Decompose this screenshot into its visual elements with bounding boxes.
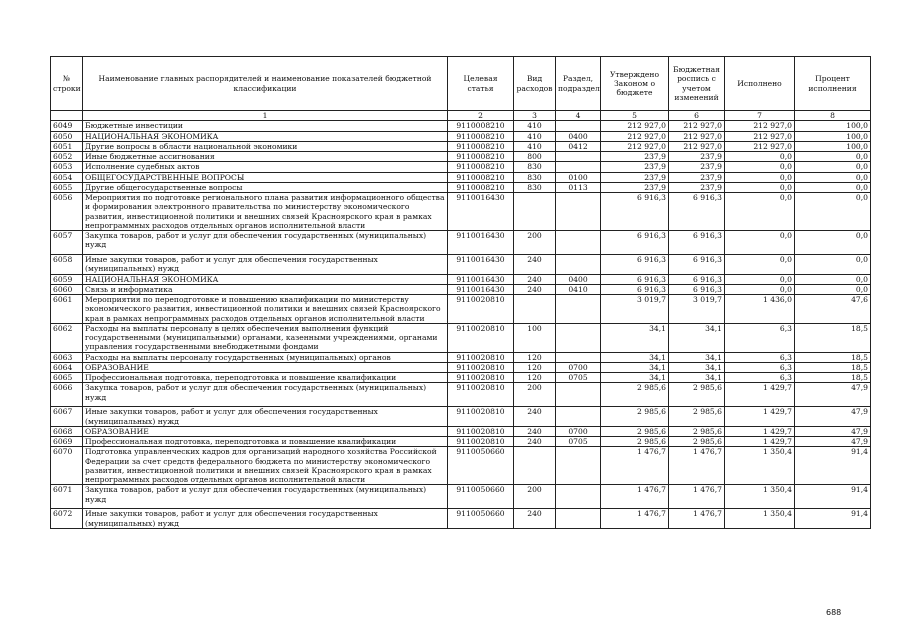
percent-cell: 91,4 <box>795 447 871 485</box>
row-number-cell: 6063 <box>51 352 83 362</box>
approved-cell: 1 476,7 <box>601 485 669 509</box>
approved-cell: 212 927,0 <box>601 141 669 151</box>
header-row-number: № строки <box>51 57 83 111</box>
target-article-cell: 9110016430 <box>448 274 514 284</box>
table-row <box>51 131 871 141</box>
executed-cell: 0,0 <box>725 231 795 255</box>
executed-cell: 0,0 <box>725 255 795 275</box>
approved-cell: 6 916,3 <box>601 193 669 231</box>
budget-schedule-cell: 237,9 <box>669 162 725 172</box>
approved-cell: 212 927,0 <box>601 131 669 141</box>
table-header <box>51 57 871 121</box>
row-number-cell: 6060 <box>51 284 83 294</box>
budget-schedule-cell: 6 916,3 <box>669 231 725 255</box>
table-row <box>51 426 871 436</box>
expense-type-cell: 240 <box>514 509 556 529</box>
target-article-cell: 9110020810 <box>448 295 514 324</box>
percent-cell: 0,0 <box>795 162 871 172</box>
section-cell <box>556 509 601 529</box>
expense-type-cell: 830 <box>514 182 556 192</box>
row-number-cell: 6068 <box>51 426 83 436</box>
budget-schedule-cell: 2 985,6 <box>669 407 725 427</box>
expense-type-cell: 830 <box>514 162 556 172</box>
name-cell: Закупка товаров, работ и услуг для обеспечения государственных (муниципальных) нужд <box>83 485 448 509</box>
target-article-cell: 9110020810 <box>448 426 514 436</box>
section-cell: 0705 <box>556 373 601 383</box>
percent-cell: 47,9 <box>795 437 871 447</box>
row-number-cell: 6052 <box>51 152 83 162</box>
approved-cell: 237,9 <box>601 152 669 162</box>
row-number-cell: 6057 <box>51 231 83 255</box>
target-article-cell: 9110008210 <box>448 141 514 151</box>
budget-schedule-cell: 1 476,7 <box>669 447 725 485</box>
column-number: 5 <box>601 111 669 121</box>
approved-cell: 1 476,7 <box>601 447 669 485</box>
expense-type-cell: 240 <box>514 284 556 294</box>
section-cell <box>556 193 601 231</box>
budget-schedule-cell: 212 927,0 <box>669 131 725 141</box>
budget-schedule-cell: 6 916,3 <box>669 255 725 275</box>
table-row <box>51 509 871 529</box>
row-number-cell: 6070 <box>51 447 83 485</box>
section-cell: 0400 <box>556 274 601 284</box>
executed-cell: 1 436,0 <box>725 295 795 324</box>
expense-type-cell <box>514 193 556 231</box>
column-number: 7 <box>725 111 795 121</box>
table-row <box>51 162 871 172</box>
row-number-cell: 6049 <box>51 121 83 131</box>
expense-type-cell: 120 <box>514 352 556 362</box>
header-percent: Процент исполнения <box>795 57 871 111</box>
budget-table <box>50 56 871 529</box>
percent-cell: 0,0 <box>795 231 871 255</box>
section-cell: 0100 <box>556 172 601 182</box>
target-article-cell: 9110020810 <box>448 362 514 372</box>
row-number-cell: 6050 <box>51 131 83 141</box>
budget-schedule-cell: 6 916,3 <box>669 193 725 231</box>
target-article-cell: 9110020810 <box>448 407 514 427</box>
name-cell: Профессиональная подготовка, переподготовка и повышение квалификации <box>83 373 448 383</box>
column-number: 1 <box>83 111 448 121</box>
executed-cell: 6,3 <box>725 362 795 372</box>
name-cell: Другие вопросы в области национальной экономики <box>83 141 448 151</box>
row-number-cell: 6062 <box>51 323 83 352</box>
name-cell: НАЦИОНАЛЬНАЯ ЭКОНОМИКА <box>83 131 448 141</box>
budget-schedule-cell: 237,9 <box>669 182 725 192</box>
section-cell <box>556 352 601 362</box>
target-article-cell: 9110008210 <box>448 152 514 162</box>
percent-cell: 0,0 <box>795 193 871 231</box>
budget-schedule-cell: 237,9 <box>669 172 725 182</box>
executed-cell: 212 927,0 <box>725 121 795 131</box>
section-cell <box>556 121 601 131</box>
budget-schedule-cell: 2 985,6 <box>669 383 725 407</box>
approved-cell: 34,1 <box>601 373 669 383</box>
table-row <box>51 255 871 275</box>
expense-type-cell: 120 <box>514 362 556 372</box>
executed-cell: 1 429,7 <box>725 437 795 447</box>
approved-cell: 6 916,3 <box>601 255 669 275</box>
name-cell: Другие общегосударственные вопросы <box>83 182 448 192</box>
executed-cell: 1 350,4 <box>725 509 795 529</box>
column-number-row <box>51 111 871 121</box>
header-approved: Утверждено Законом о бюджете <box>601 57 669 111</box>
section-cell <box>556 255 601 275</box>
expense-type-cell: 100 <box>514 323 556 352</box>
column-number: 6 <box>669 111 725 121</box>
percent-cell: 47,6 <box>795 295 871 324</box>
approved-cell: 237,9 <box>601 182 669 192</box>
approved-cell: 2 985,6 <box>601 407 669 427</box>
approved-cell: 212 927,0 <box>601 121 669 131</box>
executed-cell: 1 429,7 <box>725 383 795 407</box>
target-article-cell: 9110020810 <box>448 352 514 362</box>
section-cell: 0705 <box>556 437 601 447</box>
name-cell: Закупка товаров, работ и услуг для обеспечения государственных (муниципальных) нужд <box>83 231 448 255</box>
approved-cell: 237,9 <box>601 162 669 172</box>
name-cell: Закупка товаров, работ и услуг для обеспечения государственных (муниципальных) нужд <box>83 383 448 407</box>
table-row <box>51 284 871 294</box>
section-cell: 0410 <box>556 284 601 294</box>
row-number-cell: 6069 <box>51 437 83 447</box>
table-row <box>51 323 871 352</box>
expense-type-cell: 200 <box>514 485 556 509</box>
table-row <box>51 447 871 485</box>
expense-type-cell: 120 <box>514 373 556 383</box>
header-budget-schedule: Бюджетная роспись с учетом изменений <box>669 57 725 111</box>
percent-cell: 47,9 <box>795 383 871 407</box>
row-number-cell: 6058 <box>51 255 83 275</box>
table-row <box>51 485 871 509</box>
expense-type-cell: 830 <box>514 172 556 182</box>
executed-cell: 0,0 <box>725 172 795 182</box>
expense-type-cell: 240 <box>514 274 556 284</box>
section-cell <box>556 383 601 407</box>
header-target-article: Целевая статья <box>448 57 514 111</box>
row-number-cell: 6053 <box>51 162 83 172</box>
approved-cell: 6 916,3 <box>601 274 669 284</box>
approved-cell: 3 019,7 <box>601 295 669 324</box>
name-cell: Расходы на выплаты персоналу в целях обеспечения выполнения функций государственными (муниципальными) органами, казенными учреждениями, органами управления государственными внебюджетными фондами <box>83 323 448 352</box>
section-cell <box>556 231 601 255</box>
target-article-cell: 9110020810 <box>448 383 514 407</box>
name-cell: Иные закупки товаров, работ и услуг для обеспечения государственных (муниципальных) нужд <box>83 509 448 529</box>
section-cell: 0700 <box>556 362 601 372</box>
executed-cell: 1 429,7 <box>725 407 795 427</box>
section-cell <box>556 407 601 427</box>
name-cell: Мероприятия по подготовке регионального плана развития информационного общества и формирования электронного правительства по министерству экономического развития, инвестиционной политики и внешних связей Красноярского края в рамках непрограммных расходов отдельных органов исполнительной власти <box>83 193 448 231</box>
approved-cell: 2 985,6 <box>601 383 669 407</box>
header-section: Раздел, подраздел <box>556 57 601 111</box>
table-row <box>51 362 871 372</box>
executed-cell: 1 350,4 <box>725 485 795 509</box>
table-body <box>51 121 871 529</box>
row-number-cell: 6066 <box>51 383 83 407</box>
budget-schedule-cell: 3 019,7 <box>669 295 725 324</box>
approved-cell: 2 985,6 <box>601 426 669 436</box>
expense-type-cell: 240 <box>514 437 556 447</box>
executed-cell: 6,3 <box>725 373 795 383</box>
table-row <box>51 193 871 231</box>
expense-type-cell: 410 <box>514 121 556 131</box>
table-row <box>51 231 871 255</box>
budget-schedule-cell: 212 927,0 <box>669 141 725 151</box>
name-cell: Бюджетные инвестиции <box>83 121 448 131</box>
table-row <box>51 383 871 407</box>
row-number-cell: 6051 <box>51 141 83 151</box>
row-number-cell: 6055 <box>51 182 83 192</box>
table-row <box>51 373 871 383</box>
expense-type-cell: 410 <box>514 131 556 141</box>
section-cell: 0412 <box>556 141 601 151</box>
target-article-cell: 9110008210 <box>448 172 514 182</box>
approved-cell: 34,1 <box>601 362 669 372</box>
percent-cell: 100,0 <box>795 131 871 141</box>
table-row <box>51 274 871 284</box>
percent-cell: 91,4 <box>795 509 871 529</box>
section-cell <box>556 447 601 485</box>
approved-cell: 34,1 <box>601 352 669 362</box>
executed-cell: 1 350,4 <box>725 447 795 485</box>
budget-schedule-cell: 2 985,6 <box>669 437 725 447</box>
executed-cell: 0,0 <box>725 182 795 192</box>
row-number-cell: 6054 <box>51 172 83 182</box>
name-cell: ОБРАЗОВАНИЕ <box>83 362 448 372</box>
header-executed: Исполнено <box>725 57 795 111</box>
name-cell: Иные бюджетные ассигнования <box>83 152 448 162</box>
budget-schedule-cell: 34,1 <box>669 352 725 362</box>
expense-type-cell: 800 <box>514 152 556 162</box>
section-cell <box>556 152 601 162</box>
percent-cell: 0,0 <box>795 172 871 182</box>
row-number-cell: 6072 <box>51 509 83 529</box>
executed-cell: 0,0 <box>725 284 795 294</box>
budget-schedule-cell: 34,1 <box>669 362 725 372</box>
budget-schedule-cell: 34,1 <box>669 373 725 383</box>
name-cell: Исполнение судебных актов <box>83 162 448 172</box>
expense-type-cell: 240 <box>514 255 556 275</box>
page-number: 688 <box>826 608 842 617</box>
name-cell: Расходы на выплаты персоналу государственных (муниципальных) органов <box>83 352 448 362</box>
executed-cell: 6,3 <box>725 352 795 362</box>
expense-type-cell: 200 <box>514 231 556 255</box>
row-number-cell: 6067 <box>51 407 83 427</box>
section-cell <box>556 485 601 509</box>
executed-cell: 212 927,0 <box>725 141 795 151</box>
name-cell: Иные закупки товаров, работ и услуг для обеспечения государственных (муниципальных) нужд <box>83 255 448 275</box>
target-article-cell: 9110020810 <box>448 437 514 447</box>
name-cell: Связь и информатика <box>83 284 448 294</box>
budget-schedule-cell: 6 916,3 <box>669 274 725 284</box>
budget-schedule-cell: 1 476,7 <box>669 509 725 529</box>
header-expense-type: Вид расходов <box>514 57 556 111</box>
column-number <box>51 111 83 121</box>
percent-cell: 18,5 <box>795 352 871 362</box>
section-cell <box>556 162 601 172</box>
budget-schedule-cell: 1 476,7 <box>669 485 725 509</box>
percent-cell: 91,4 <box>795 485 871 509</box>
executed-cell: 212 927,0 <box>725 131 795 141</box>
expense-type-cell: 200 <box>514 383 556 407</box>
name-cell: Иные закупки товаров, работ и услуг для обеспечения государственных (муниципальных) нужд <box>83 407 448 427</box>
target-article-cell: 9110016430 <box>448 284 514 294</box>
table-row <box>51 141 871 151</box>
table-row <box>51 437 871 447</box>
executed-cell: 0,0 <box>725 193 795 231</box>
executed-cell: 0,0 <box>725 274 795 284</box>
target-article-cell: 9110016430 <box>448 231 514 255</box>
name-cell: Мероприятия по переподготовке и повышению квалификации по министерству экономического развития, инвестиционной политики и внешних связей Красноярского края в рамках непрограммных расходов отдельных органов исполнительной власти <box>83 295 448 324</box>
section-cell: 0400 <box>556 131 601 141</box>
approved-cell: 34,1 <box>601 323 669 352</box>
column-number: 8 <box>795 111 871 121</box>
percent-cell: 0,0 <box>795 255 871 275</box>
column-number: 3 <box>514 111 556 121</box>
row-number-cell: 6059 <box>51 274 83 284</box>
approved-cell: 1 476,7 <box>601 509 669 529</box>
target-article-cell: 9110050660 <box>448 447 514 485</box>
column-number: 2 <box>448 111 514 121</box>
header-row <box>51 57 871 111</box>
percent-cell: 18,5 <box>795 323 871 352</box>
approved-cell: 6 916,3 <box>601 231 669 255</box>
section-cell <box>556 323 601 352</box>
expense-type-cell <box>514 295 556 324</box>
target-article-cell: 9110050660 <box>448 485 514 509</box>
percent-cell: 0,0 <box>795 274 871 284</box>
percent-cell: 0,0 <box>795 284 871 294</box>
target-article-cell: 9110016430 <box>448 193 514 231</box>
expense-type-cell <box>514 447 556 485</box>
column-number: 4 <box>556 111 601 121</box>
budget-schedule-cell: 6 916,3 <box>669 284 725 294</box>
approved-cell: 2 985,6 <box>601 437 669 447</box>
executed-cell: 0,0 <box>725 152 795 162</box>
percent-cell: 18,5 <box>795 373 871 383</box>
section-cell <box>556 295 601 324</box>
target-article-cell: 9110008210 <box>448 131 514 141</box>
percent-cell: 18,5 <box>795 362 871 372</box>
table-row <box>51 407 871 427</box>
percent-cell: 0,0 <box>795 182 871 192</box>
header-name: Наименование главных распорядителей и наименование показателей бюджетной классификации <box>83 57 448 111</box>
expense-type-cell: 410 <box>514 141 556 151</box>
percent-cell: 100,0 <box>795 141 871 151</box>
target-article-cell: 9110008210 <box>448 121 514 131</box>
table-row <box>51 152 871 162</box>
budget-schedule-cell: 34,1 <box>669 323 725 352</box>
target-article-cell: 9110008210 <box>448 162 514 172</box>
percent-cell: 100,0 <box>795 121 871 131</box>
row-number-cell: 6071 <box>51 485 83 509</box>
name-cell: Подготовка управленческих кадров для организаций народного хозяйства Российской Федерации за счет средств федерального бюджета по министерству экономического развития, инвестиционной политики и внешних связей Красноярского края в рамках непрограммных расходов отдельных органов исполнительной власти <box>83 447 448 485</box>
approved-cell: 237,9 <box>601 172 669 182</box>
percent-cell: 47,9 <box>795 426 871 436</box>
name-cell: ОБЩЕГОСУДАРСТВЕННЫЕ ВОПРОСЫ <box>83 172 448 182</box>
executed-cell: 0,0 <box>725 162 795 172</box>
row-number-cell: 6065 <box>51 373 83 383</box>
row-number-cell: 6064 <box>51 362 83 372</box>
name-cell: Профессиональная подготовка, переподготовка и повышение квалификации <box>83 437 448 447</box>
section-cell: 0113 <box>556 182 601 192</box>
table-row <box>51 182 871 192</box>
percent-cell: 0,0 <box>795 152 871 162</box>
target-article-cell: 9110020810 <box>448 323 514 352</box>
name-cell: НАЦИОНАЛЬНАЯ ЭКОНОМИКА <box>83 274 448 284</box>
executed-cell: 6,3 <box>725 323 795 352</box>
target-article-cell: 9110016430 <box>448 255 514 275</box>
target-article-cell: 9110008210 <box>448 182 514 192</box>
executed-cell: 1 429,7 <box>725 426 795 436</box>
table-row <box>51 172 871 182</box>
table-row <box>51 121 871 131</box>
name-cell: ОБРАЗОВАНИЕ <box>83 426 448 436</box>
row-number-cell: 6056 <box>51 193 83 231</box>
target-article-cell: 9110050660 <box>448 509 514 529</box>
approved-cell: 6 916,3 <box>601 284 669 294</box>
expense-type-cell: 240 <box>514 407 556 427</box>
expense-type-cell: 240 <box>514 426 556 436</box>
budget-schedule-cell: 237,9 <box>669 152 725 162</box>
budget-schedule-cell: 2 985,6 <box>669 426 725 436</box>
row-number-cell: 6061 <box>51 295 83 324</box>
target-article-cell: 9110020810 <box>448 373 514 383</box>
budget-schedule-cell: 212 927,0 <box>669 121 725 131</box>
section-cell: 0700 <box>556 426 601 436</box>
table-row <box>51 352 871 362</box>
table-row <box>51 295 871 324</box>
percent-cell: 47,9 <box>795 407 871 427</box>
